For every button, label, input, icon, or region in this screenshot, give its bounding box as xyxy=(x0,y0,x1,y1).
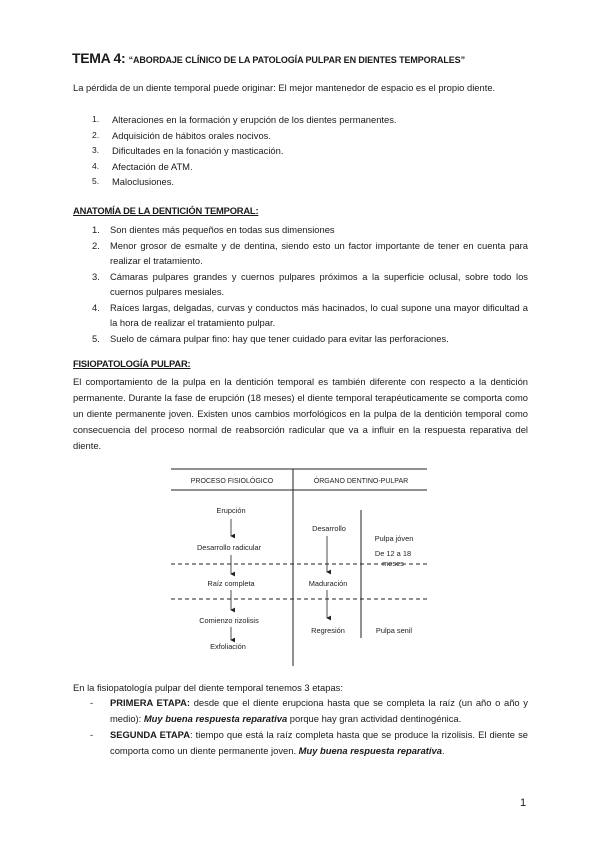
intro-paragraph: La pérdida de un diente temporal puede originar: El mejor mantenedor de espacio es el propio diente. xyxy=(73,82,496,93)
organ-regresion: Regresión xyxy=(311,626,345,635)
pulp-young: Pulpa jóven xyxy=(374,534,414,543)
organ-desarrollo: Desarrollo xyxy=(312,524,346,533)
col1-header: PROCESO FISIOLÓGICO xyxy=(190,478,274,485)
stage-emphasis: Muy buena respuesta reparativa xyxy=(143,713,288,724)
organ-maduracion: Maduración xyxy=(308,579,348,588)
list-item: - PRIMERA ETAPA: desde que el diente erupciona hasta que se completa la raíz (un año o año y medio): Muy buena respuesta reparativa porque hay gran actividad dentinogénica. xyxy=(90,697,528,724)
anatomy-heading: ANATOMÍA DE LA DENTICIÓN TEMPORAL: xyxy=(73,205,259,216)
list-item: 2. Menor grosor de esmalte y de dentina, siendo esto un factor importante de tener en cuenta para realizar el tratamiento. xyxy=(92,239,528,266)
title-subtitle: “ABORDAJE CLÍNICO DE LA PATOLOGÍA PULPAR EN DIENTES TEMPORALES” xyxy=(128,55,465,65)
stages-intro: En la fisiopatología pulpar del diente temporal tenemos 3 etapas: xyxy=(73,682,343,693)
title-tema: TEMA 4: xyxy=(72,50,126,66)
consequences-list xyxy=(92,112,512,190)
stage-label: SEGUNDA ETAPA xyxy=(110,729,190,740)
list-item: 1. Alteraciones en la formación y erupción de los dientes permanentes. xyxy=(92,114,397,125)
stages-list xyxy=(90,695,528,759)
anatomy-list xyxy=(92,222,528,346)
list-item: 5. Suelo de cámara pulpar fino: hay que tener cuidado para evitar las perforaciones. xyxy=(92,332,449,344)
pulp-senile: Pulpa senil xyxy=(375,626,413,635)
process-erupcion: Erupción xyxy=(216,506,246,515)
physio-paragraph: El comportamiento de la pulpa en la dentición temporal es también diferente con respecto a la dentición permanente. Durante la fase de erupción (18 meses) el diente temporal terapéuticamente se comporta como un diente permanente joven. Existen unos cambios morfológicos en la pulpa de la dentición temporal como consecuencia del proceso normal de reabsorción radicular que va a influir en la respuesta reparativa del diente. xyxy=(73,376,528,451)
list-item: 3. Cámaras pulpares grandes y cuernos pulpares próximos a la superficie oclusal, sobre todo los cuernos pulpares mesiales. xyxy=(92,270,528,297)
pulp-range: De 12 a 18 xyxy=(374,549,412,558)
list-item: 4. Raíces largas, delgadas, curvas y conductos más hacinados, lo cual supone una mayor dificultad a la hora de realizar el tratamiento pulpar. xyxy=(92,301,528,328)
pulp-months: meses xyxy=(382,559,404,568)
list-item: 1. Son dientes más pequeños en todas sus dimensiones xyxy=(92,224,335,235)
pulp-physiology-diagram xyxy=(171,466,427,666)
process-raiz-completa: Raíz completa xyxy=(207,579,255,588)
page-title xyxy=(72,50,465,66)
list-item: 2. Adquisición de hábitos orales nocivos. xyxy=(92,129,271,141)
list-item: 5. Maloclusiones. xyxy=(92,176,175,187)
process-comienzo-rizolisis: Comienzo rizolisis xyxy=(199,616,259,625)
process-exfoliacion: Exfoliación xyxy=(210,642,246,651)
process-desarrollo-radicular: Desarrollo radicular xyxy=(196,543,262,552)
list-item: 4. Afectación de ATM. xyxy=(92,160,193,172)
list-item: - SEGUNDA ETAPA: tiempo que está la raíz completa hasta que se produce la rizolisis. El diente se comporta como un diente permanente joven. Muy buena respuesta reparativa. xyxy=(90,729,528,756)
col2-header: ÓRGANO DENTINO-PULPAR xyxy=(313,478,409,485)
physio-heading: FISIOPATOLOGÍA PULPAR: xyxy=(73,358,191,369)
list-item: 3. Dificultades en la fonación y masticación. xyxy=(92,145,284,156)
page-number: 1 xyxy=(520,797,527,809)
stage-emphasis: Muy buena respuesta reparativa xyxy=(298,745,442,756)
stage-label: PRIMERA ETAPA: xyxy=(110,697,191,708)
